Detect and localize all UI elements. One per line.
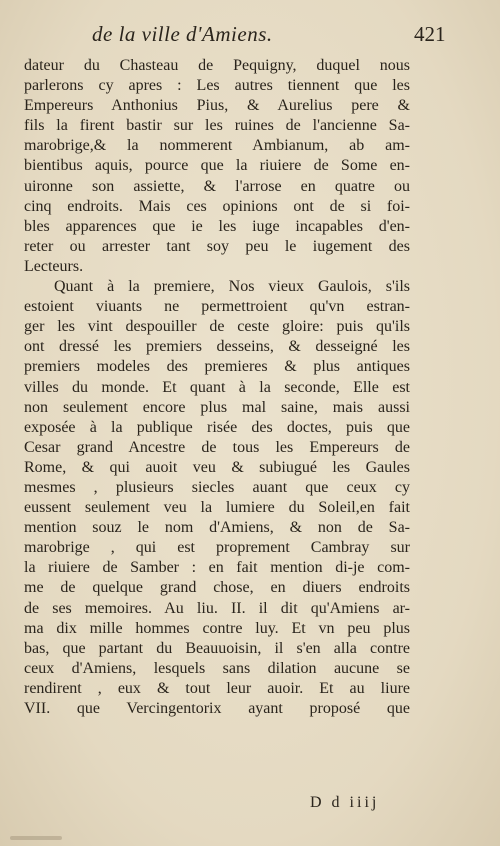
text-line: ma dix mille hommes contre luy. Et vn peu plus	[24, 619, 410, 637]
text-line: exposée à la publique risée des doctes, puis que	[24, 418, 410, 436]
page-number: 421	[414, 22, 446, 46]
running-title: de la ville d'Amiens.	[92, 22, 273, 46]
text-line: villes du monde. Et quant à la seconde, Elle est	[24, 378, 410, 396]
text-line: ger les vint despouiller de ceste gloire: puis qu'ils	[24, 318, 410, 336]
text-line: ont dressé les premiers desseins, & desseigné les	[24, 338, 410, 356]
text-line: uironne son assiette, & l'arrose en quatre ou	[24, 177, 410, 195]
text-line: fils la firent bastir sur les ruines de l'ancienne Sa-	[24, 117, 410, 135]
text-line: mention souz le nom d'Amiens, & non de Sa-	[24, 519, 410, 537]
text-line: bientibus aquis, pource que la riuiere de Some en-	[24, 157, 410, 175]
ink-smudge	[10, 836, 62, 840]
text-line: Cesar grand Ancestre de tous les Empereurs de	[24, 438, 410, 456]
text-line: premiers modeles des premieres & plus antiques	[24, 358, 410, 376]
text-line: non seulement encore plus mal saine, mais aussi	[24, 398, 410, 416]
text-line: Lecteurs.	[24, 257, 84, 275]
text-line: dateur du Chasteau de Pequigny, duquel nous	[24, 57, 410, 74]
text-line: parlerons cy apres : Les autres tiennent que les	[24, 77, 410, 95]
text-line: estoient viuants ne permettroient qu'vn estran-	[24, 298, 410, 316]
text-line: ceux d'Amiens, lesquels sans dilation aucune se	[24, 659, 410, 677]
text-line: Rome, & qui auoit veu & subiugué les Gaules	[24, 458, 410, 476]
text-line: la riuiere de Samber : en fait mention di-je com-	[24, 559, 410, 577]
text-line: reter ou arrester tant soy peu le iugement des	[24, 237, 410, 255]
page-header	[0, 22, 500, 52]
text-line: rendirent , eux & tout leur auoir. Et au liure	[24, 679, 410, 697]
text-line: me de quelque grand chose, en diuers endroits	[24, 579, 410, 597]
text-line: Empereurs Anthonius Pius, & Aurelius pere &	[24, 97, 410, 115]
text-line: Quant à la premiere, Nos vieux Gaulois, s'ils	[54, 278, 410, 296]
text-line: bas, que partant du Beauuoisin, il s'en alla contre	[24, 639, 410, 657]
text-line: marobrige,& la nommerent Ambianum, ab am-	[24, 137, 410, 155]
signature-mark: D d iiij	[310, 794, 380, 811]
text-line: cinq endroits. Mais ces opinions ont de si foi-	[24, 197, 410, 215]
text-line: eussent seulement veu la lumiere du Soleil,en fait	[24, 499, 410, 517]
text-line: VII. que Vercingentorix ayant proposé que	[24, 700, 410, 717]
text-line: marobrige , qui est proprement Cambray sur	[24, 539, 410, 557]
body-text	[24, 56, 410, 719]
text-line: mesmes , plusieurs siecles auant que ceux cy	[24, 478, 410, 496]
text-line: bles apparences que ie les iuge incapables d'en-	[24, 217, 410, 235]
text-line: de ses memoires. Au liu. II. il dit qu'Amiens ar-	[24, 599, 410, 617]
